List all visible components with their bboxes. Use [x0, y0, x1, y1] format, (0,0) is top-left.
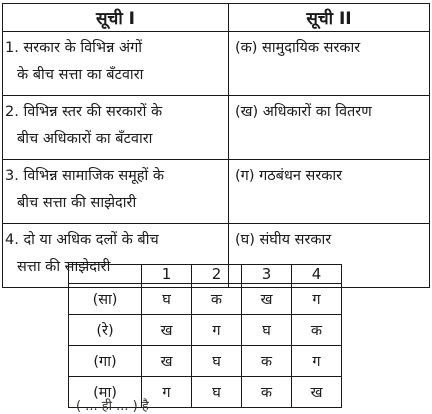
grid-cell: क	[292, 315, 342, 346]
grid-cell: ग	[192, 315, 242, 346]
grid-cell: ग	[292, 284, 342, 315]
cropped-next-line: ( ... ही ... ) है	[76, 399, 149, 414]
grid-column-header: 1	[142, 265, 192, 284]
grid-cell: ख	[292, 377, 342, 408]
item-text-continued: बीच सत्ता की साझेदारी	[17, 195, 137, 211]
grid-cell: ख	[242, 284, 292, 315]
item-text: 1. सरकार के विभिन्न अंगों	[5, 40, 142, 56]
item-text-continued: के बीच सत्ता का बँटवारा	[17, 67, 144, 83]
answer-option-row	[69, 284, 342, 315]
grid-cell: ग	[292, 346, 342, 377]
list-two-item: (ग) गठबंधन सरकार	[229, 160, 430, 224]
list-two-item: (ख) अधिकारों का वितरण	[229, 96, 430, 160]
answer-grid-header-row	[69, 265, 342, 284]
list-two-item: (क) सामुदायिक सरकार	[229, 32, 430, 96]
grid-cell: क	[242, 346, 292, 377]
grid-cell: ख	[142, 315, 192, 346]
list-two-item: (घ) संघीय सरकार	[229, 224, 430, 288]
item-text: 3. विभिन्न सामाजिक समूहों के	[5, 168, 165, 184]
grid-cell: घ	[192, 346, 242, 377]
grid-cell: क	[192, 284, 242, 315]
answer-option-row	[69, 315, 342, 346]
answer-option-row	[69, 346, 342, 377]
match-row	[3, 96, 430, 160]
item-text: 4. दो या अधिक दलों के बीच	[5, 232, 159, 248]
grid-column-header: 4	[292, 265, 342, 284]
option-label: (गा)	[69, 346, 142, 377]
match-table-header-row	[3, 4, 430, 32]
match-table	[2, 3, 430, 288]
grid-cell: घ	[142, 284, 192, 315]
match-row	[3, 32, 430, 96]
grid-column-header: 3	[242, 265, 292, 284]
option-label: (सा)	[69, 284, 142, 315]
grid-cell: घ	[192, 377, 242, 408]
grid-cell: ग	[142, 377, 192, 408]
option-label: (रे)	[69, 315, 142, 346]
list-one-item	[3, 32, 229, 96]
item-text: 2. विभिन्न स्तर की सरकारों के	[5, 104, 163, 120]
item-text-continued: सत्ता की साझेदारी	[17, 259, 111, 275]
grid-cell: क	[242, 377, 292, 408]
list-one-item	[3, 160, 229, 224]
grid-column-header: 2	[192, 265, 242, 284]
grid-cell: घ	[242, 315, 292, 346]
match-row	[3, 160, 430, 224]
list-two-header: सूची II	[229, 4, 430, 32]
grid-corner-cell	[69, 265, 142, 284]
item-text-continued: बीच अधिकारों का बँटवारा	[17, 131, 153, 147]
option-label: (मा)	[69, 377, 142, 408]
answer-grid	[68, 264, 342, 408]
list-one-item	[3, 96, 229, 160]
grid-cell: ख	[142, 346, 192, 377]
list-one-header: सूची I	[3, 4, 229, 32]
